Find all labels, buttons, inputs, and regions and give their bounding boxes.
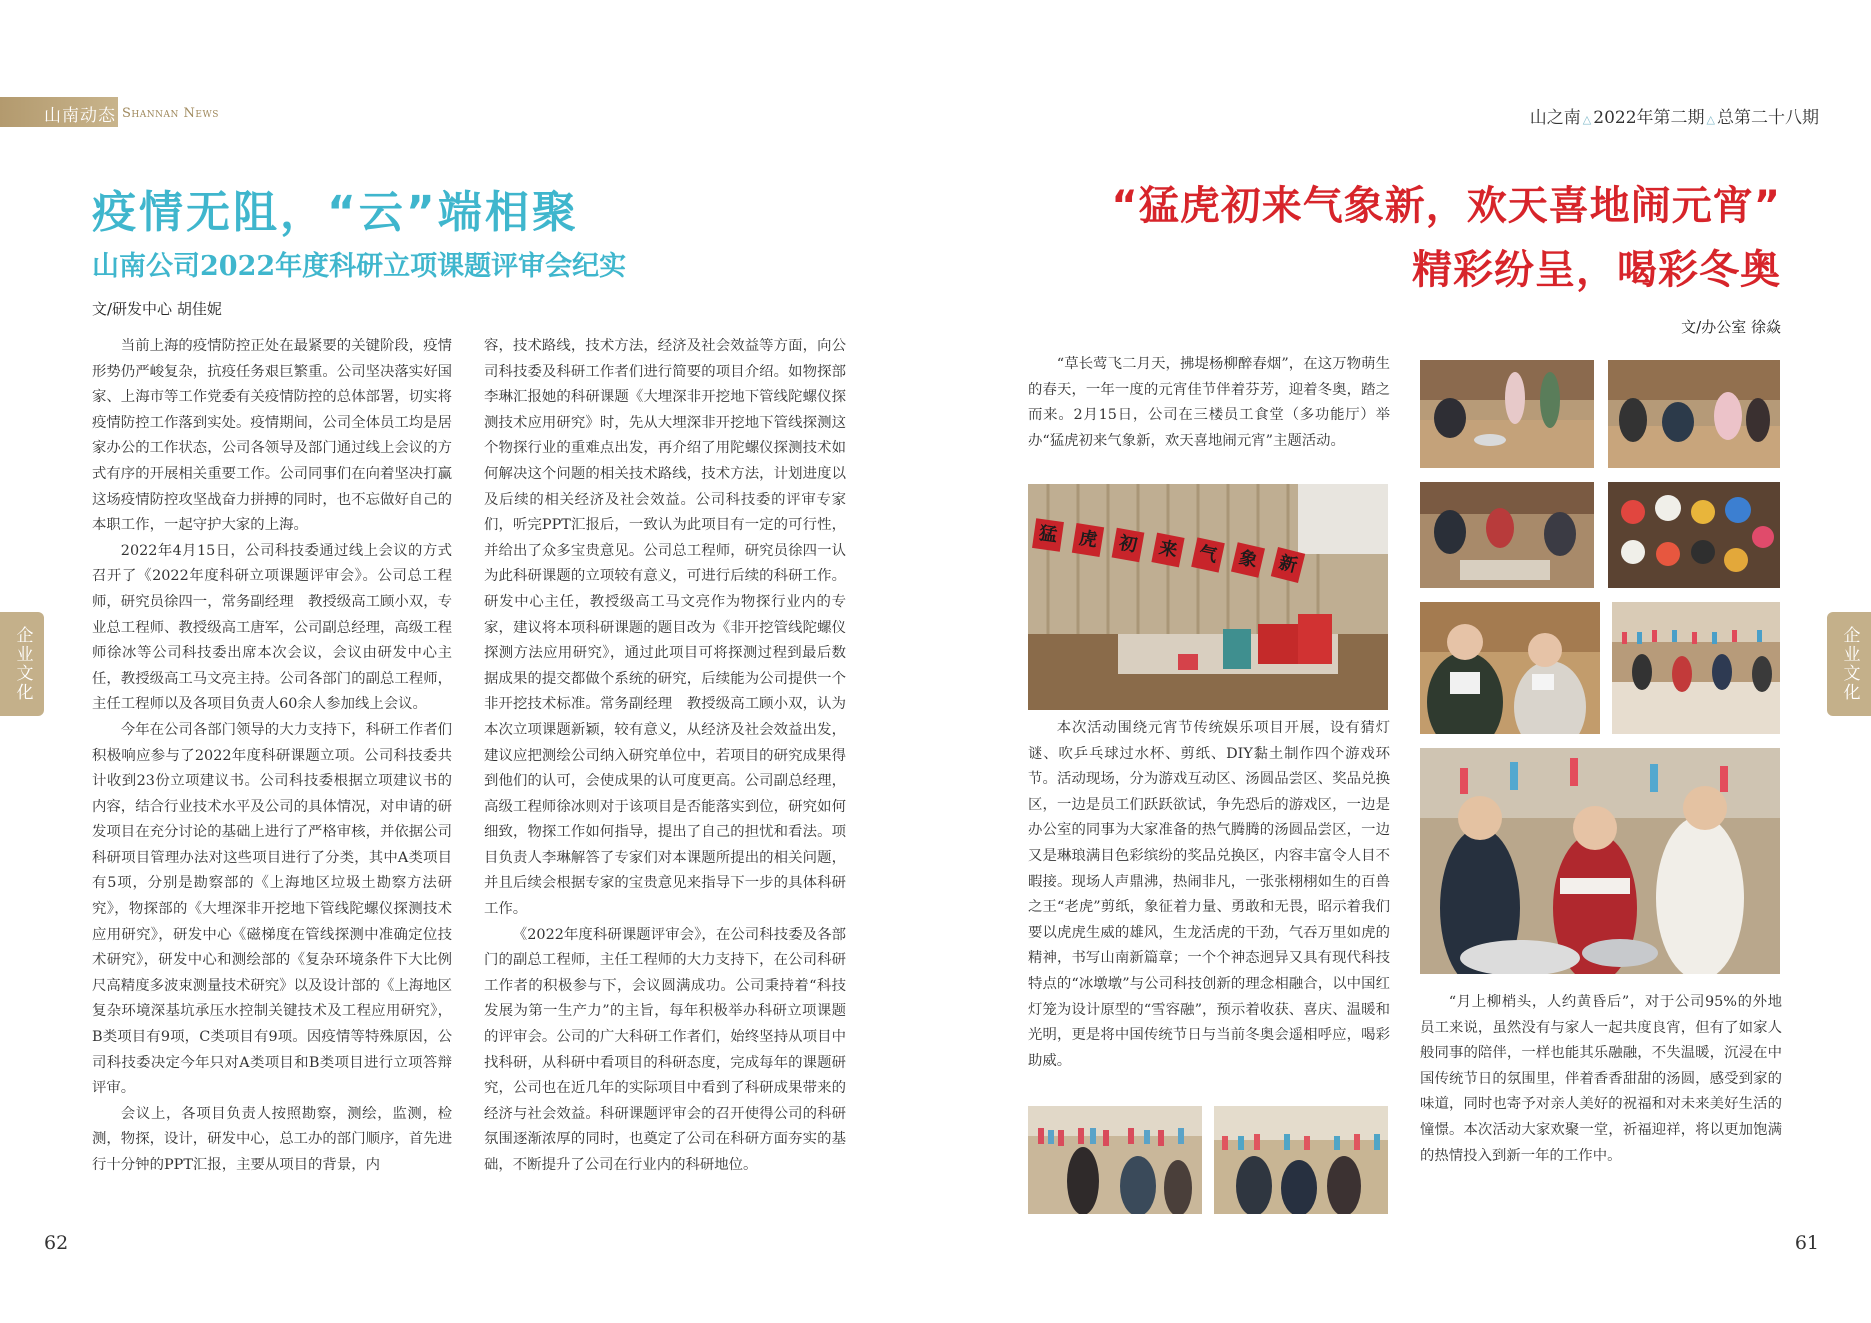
paragraph: 本次活动围绕元宵节传统娱乐项目开展，设有猜灯谜、吹乒乓球过水杯、剪纸、DIY黏土制作四个游戏环节。活动现场，分为游戏互动区、汤圆品尝区、奖品兑换区，一边是员工们跃跃欲试，争先恐后的游戏区，一边是办公室的同事为大家准备的热气腾腾的汤圆品尝区，一边又是琳琅满目色彩缤纷的奖品兑换区，内容丰富令人目不暇接。现场人声鼎沸，热闹非凡，一张张栩栩如生的百兽之王“老虎”剪纸，象征着力量、勇敢和无畏，昭示着我们要以虎虎生威的雄风，生龙活虎的干劲，气吞万里如虎的精神，书写山南新篇章；一个个神态迥异又具有现代科技特点的“冰墩墩”与公司科技创新的理念相融合，以中国红灯笼为设计原型的“雪容融”，预示着收获、喜庆、温暖和光明，更是将中国传统节日与当前冬奥会遥相呼应，喝彩助威。 <box>1028 720 1390 1069</box>
magazine-name: 山之南 <box>1529 108 1581 128</box>
photo-lantern-riddles-2 <box>1214 1106 1388 1214</box>
left-article-column-1 <box>92 334 452 1179</box>
section-title: 山南动态 <box>44 106 116 126</box>
right-article-column-1 <box>1028 352 1390 454</box>
triangle-icon: △ <box>1582 113 1592 126</box>
banner-char: 新 <box>1271 547 1305 583</box>
paragraph: 容，技术路线，技术方法，经济及社会效益等方面，向公司科技委及科研工作者们进行简要的项目介绍。如物探部李琳汇报她的科研课题《大埋深非开挖地下管线陀螺仪探测技术应用研究》时，先从大埋深非开挖地下管线探测这个物探行业的重难点出发，再介绍了用陀螺仪探测技术如何解决这个问题的相关技术路线，技术方法，计划进度以及后续的相关经济及社会效益。公司科技委的评审专家们，听完PPT汇报后，一致认为此项目有一定的可行性，并给出了众多宝贵意见。公司总工程师，研究员徐四一认为此科研课题的立项较有意义，可进行后续的科研工作。研发中心主任，教授级高工马文亮作为物探行业内的专家，建议将本项科研课题的题目改为《非开挖管线陀螺仪探测方法应用研究》，通过此项目可将探测过程到最后数据成果的提交都做个系统的研究，后续能为公司提供一个非开挖技术标准。常务副经理 教授级高工顾小双，认为本次立项课题新颖，较有意义，从经济及社会效益出发，建议应把测绘公司纳入研究单位中，若项目的研究成果得到他们的认可，会使成果的认可度更高。公司副总经理，高级工程师徐冰则对于该项目是否能落实到位，研究如何细致，物探工作如何指导，提出了自己的担忧和看法。项目负责人李琳解答了专家们对本课题所提出的相关问题，并且后续会根据专家的宝贵意见来指导下一步的具体科研工作。 <box>484 338 846 918</box>
banner-char: 象 <box>1231 542 1265 578</box>
photo-papercut-show <box>1420 602 1600 734</box>
right-article-subtitle: 精彩纷呈，喝彩冬奥 <box>1412 247 1781 293</box>
left-article-subtitle: 山南公司2022年度科研立项课题评审会纪实 <box>92 251 627 282</box>
paper-cut-banner <box>1034 520 1334 590</box>
right-article-column-3 <box>1420 990 1782 1169</box>
right-article-byline: 文/办公室 徐焱 <box>1681 318 1781 336</box>
page-number-right: 61 <box>1794 1232 1819 1254</box>
photo-crowd-activity <box>1612 602 1780 734</box>
section-title-en: Shannan News <box>122 106 219 121</box>
photo-pingpong-game-2 <box>1608 360 1780 468</box>
banner-char: 猛 <box>1032 518 1064 552</box>
left-article-title: 疫情无阻，“云”端相聚 <box>92 187 579 238</box>
issue-info <box>1530 103 1819 128</box>
photo-tangyuan-serving <box>1420 748 1780 974</box>
triangle-icon: △ <box>1706 113 1715 126</box>
paragraph: “草长莺飞二月天，拂堤杨柳醉春烟”，在这万物萌生的春天，一年一度的元宵佳节伴着芬芳，迎着冬奥，踏之而来。2月15日，公司在三楼员工食堂（多功能厅）举办“猛虎初来气象新，欢天喜地闹元宵”主题活动。 <box>1028 356 1390 449</box>
paragraph: 今年在公司各部门领导的大力支持下，科研工作者们积极响应参与了2022年度科研课题立项。公司科技委共计收到23份立项建议书。公司科技委根据立项建议书的内容，结合行业技术水平及公司的具体情况，对申请的研发项目在充分讨论的基础上进行了严格审核，并依据公司科研项目管理办法对这些项目进行了分类，其中A类项目有5项，分别是勘察部的《上海地区垃圾土勘察方法研究》，物探部的《大埋深非开挖地下管线陀螺仪探测技术应用研究》，研发中心《磁梯度在管线探测中准确定位技术研究》，研发中心和测绘部的《复杂环境条件下大比例尺高精度多波束测量技术研究》以及设计部的《上海地区复杂环境深基坑承压水控制关键技术及工程应用研究》，B类项目有9项，C类项目有9项。因疫情等特殊原因，公司科技委决定今年只对A类项目和B类项目进行立项答辩评审。 <box>92 721 452 1097</box>
side-tab-left: 企业文化 <box>0 612 44 716</box>
paragraph: “月上柳梢头，人约黄昏后”，对于公司95%的外地员工来说，虽然没有与家人一起共度良宵，但有了如家人般同事的陪伴，一样也能其乐融融，不失温暖，沉浸在中国传统节日的氛围里，伴着香香甜甜的汤圆，感受到家的味道，同时也寄予对亲人美好的祝福和对未来美好生活的憧憬。本次活动大家欢聚一堂，祈福迎祥，将以更加饱满的热情投入到新一年的工作中。 <box>1420 994 1782 1164</box>
photo-clay-figures <box>1608 482 1780 588</box>
total-issue: 总第二十八期 <box>1717 108 1819 128</box>
side-tab-right: 企业文化 <box>1827 612 1871 716</box>
photo-clay-diy <box>1420 482 1594 588</box>
banner-char: 虎 <box>1072 523 1104 557</box>
banner-char: 气 <box>1191 537 1225 572</box>
banner-char: 初 <box>1112 528 1145 562</box>
photo-event-banner <box>1028 484 1388 710</box>
photo-lantern-riddles-1 <box>1028 1106 1202 1214</box>
left-article-byline: 文/研发中心 胡佳妮 <box>92 300 222 318</box>
photo-pingpong-game-1 <box>1420 360 1594 468</box>
banner-char: 来 <box>1151 533 1184 568</box>
right-article-column-2 <box>1028 716 1390 1074</box>
paragraph: 《2022年度科研课题评审会》，在公司科技委及各部门的副总工程师，主任工程师的大力支持下，在公司科研工作者的积极参与下，会议圆满成功。公司秉持着“科技发展为第一生产力”的主旨，每年积极举办科研立项课题的评审会。公司的广大科研工作者们，始终坚持从项目中找科研，从科研中看项目的科研态度，完成每年的课题研究，公司也在近几年的实际项目中看到了科研成果带来的经济与社会效益。科研课题评审会的召开使得公司的科研氛围逐渐浓厚的同时，也奠定了公司在科研方面夯实的基础，不断提升了公司在行业内的科研地位。 <box>484 926 846 1173</box>
paragraph: 会议上，各项目负责人按照勘察，测绘，监测，检测，物探，设计，研发中心，总工办的部门顺序，首先进行十分钟的PPT汇报，主要从项目的背景，内 <box>92 1105 452 1173</box>
issue-number: 2022年第二期 <box>1593 108 1705 128</box>
paragraph: 2022年4月15日，公司科技委通过线上会议的方式召开了《2022年度科研立项课题评审会》。公司总工程师，研究员徐四一，常务副经理 教授级高工顾小双，专业总工程师、教授级高工唐军，公司副总经理，高级工程师徐冰等公司科技委出席本次会议，会议由研发中心主任，教授级高工马文亮主持。公司各部门的副总工程师，主任工程师以及各项目负责人60余人参加线上会议。 <box>92 542 452 713</box>
paragraph: 当前上海的疫情防控正处在最紧要的关键阶段，疫情形势仍严峻复杂，抗疫任务艰巨繁重。公司坚决落实好国家、上海市等工作党委有关疫情防控的总体部署，切实将疫情防控工作落到实处。疫情期间，公司全体员工均是居家办公的工作状态，公司各领导及部门通过线上会议的方式有序的开展相关重要工作。公司同事们在向着坚决打赢这场疫情防控攻坚战奋力拼搏的同时，也不忘做好自己的本职工作，一起守护大家的上海。 <box>92 338 452 534</box>
page-number-left: 62 <box>44 1232 69 1254</box>
right-article-title: “猛虎初来气象新，欢天喜地闹元宵” <box>1111 183 1781 229</box>
left-article-column-2 <box>484 334 846 1179</box>
